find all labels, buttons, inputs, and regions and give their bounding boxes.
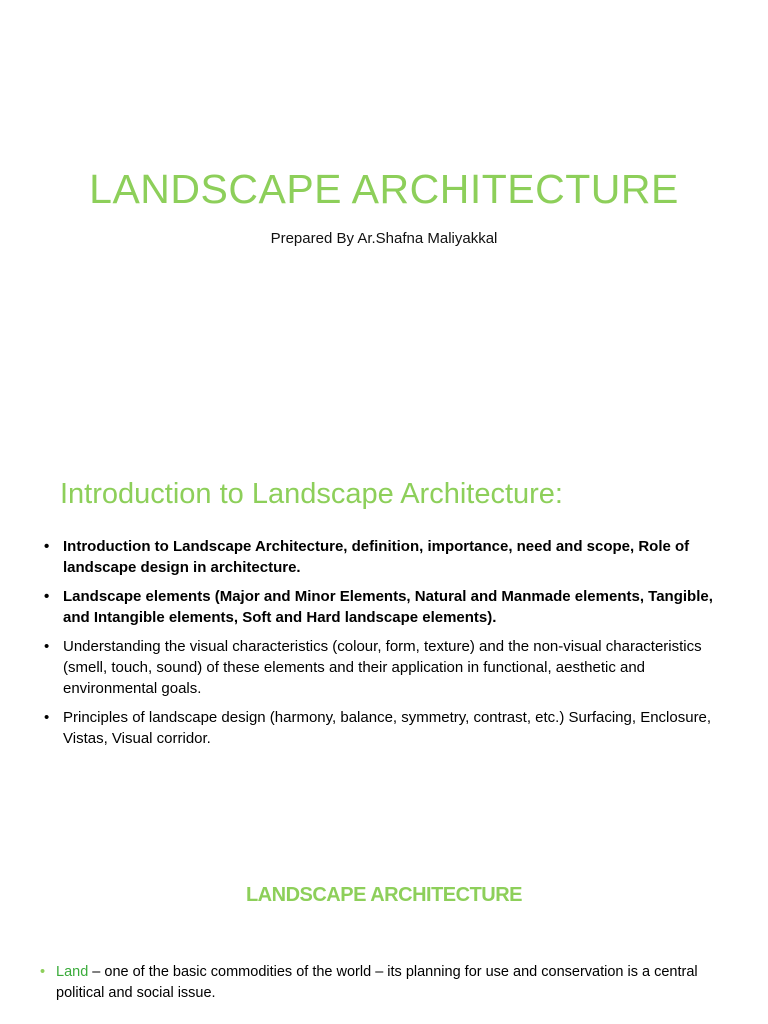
bullet-item <box>44 707 716 749</box>
bullet-text: Introduction to Landscape Architecture, definition, importance, need and scope, Role of landscape design in architecture. <box>63 538 690 576</box>
bullet-item <box>44 636 716 699</box>
slide-title <box>0 0 768 400</box>
bullet-icon: • <box>44 638 50 655</box>
bullet-text: Principles of landscape design (harmony, balance, symmetry, contrast, etc.) Surfacing, Enclosure, Vistas, Visual corridor. <box>63 709 712 747</box>
author-subtitle: Prepared By Ar.Shafna Maliyakkal <box>270 230 498 247</box>
bullet-icon: • <box>40 964 46 980</box>
slide-land <box>0 830 768 1024</box>
bullet-icon: • <box>44 538 50 555</box>
bullet-item <box>44 586 716 628</box>
land-paragraph <box>40 962 746 1004</box>
bullet-text: Landscape elements (Major and Minor Elements, Natural and Manmade elements, Tangible, and Intangible elements, Soft and Hard landscape elements). <box>63 588 713 626</box>
slide-introduction <box>0 400 768 830</box>
land-keyword: Land <box>56 964 89 980</box>
bullet-icon: • <box>44 588 50 605</box>
introduction-heading: Introduction to Landscape Architecture: <box>60 478 563 510</box>
bullet-text: Understanding the visual characteristics (colour, form, texture) and the non-visual characteristics (smell, touch, sound) of these elements and their application in functional, aesthetic and environmental goals. <box>63 638 702 697</box>
main-title: LANDSCAPE ARCHITECTURE <box>89 166 679 212</box>
land-description: – one of the basic commodities of the world – its planning for use and conservation is a central political and social issue. <box>56 964 698 1001</box>
bullet-icon: • <box>44 709 50 726</box>
topic-bullet-list <box>44 536 716 757</box>
section-heading: LANDSCAPE ARCHITECTURE <box>245 884 523 906</box>
bullet-item <box>44 536 716 578</box>
